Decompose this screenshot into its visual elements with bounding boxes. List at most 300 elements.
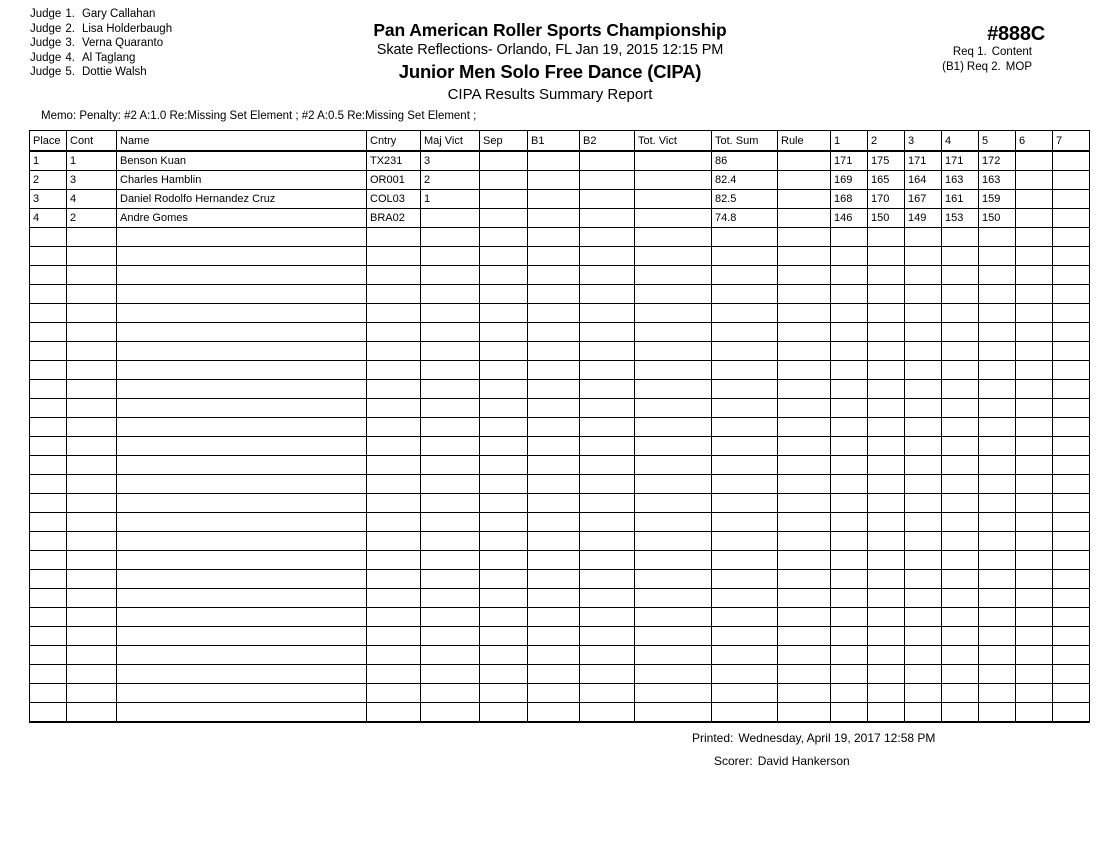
cell-empty <box>905 608 942 627</box>
cell-empty <box>778 703 831 723</box>
cell-empty <box>942 228 979 247</box>
cell-empty <box>367 513 421 532</box>
table-header <box>30 131 1090 152</box>
cell-empty <box>778 342 831 361</box>
column-header-judge-6: 6 <box>1016 131 1053 152</box>
cell-empty <box>528 285 580 304</box>
cell-sep <box>480 190 528 209</box>
cell-empty <box>942 456 979 475</box>
cell-empty <box>528 703 580 723</box>
table-row-empty[interactable] <box>30 513 1090 532</box>
cell-empty <box>712 323 778 342</box>
cell-empty <box>942 304 979 323</box>
table-row-empty[interactable] <box>30 703 1090 723</box>
cell-empty <box>480 228 528 247</box>
cell-empty <box>421 285 480 304</box>
cell-empty <box>67 437 117 456</box>
cell-tot-sum: 74.8 <box>712 209 778 228</box>
cell-empty <box>367 551 421 570</box>
judge-number: 1. <box>65 8 75 20</box>
cell-cntry: TX231 <box>367 151 421 171</box>
cell-cntry: COL03 <box>367 190 421 209</box>
cell-empty <box>778 532 831 551</box>
memo-line: Memo: Penalty: #2 A:1.0 Re:Missing Set Element ; #2 A:0.5 Re:Missing Set Element ; <box>41 110 477 122</box>
cell-empty <box>905 247 942 266</box>
cell-empty <box>117 589 367 608</box>
table-row-empty[interactable] <box>30 608 1090 627</box>
cell-empty <box>778 437 831 456</box>
cell-empty <box>367 228 421 247</box>
cell-empty <box>868 437 905 456</box>
cell-rule <box>778 151 831 171</box>
cell-empty <box>421 684 480 703</box>
cell-empty <box>1053 703 1090 723</box>
cell-empty <box>831 703 868 723</box>
cell-empty <box>905 285 942 304</box>
cell-empty <box>117 627 367 646</box>
cell-empty <box>831 228 868 247</box>
cell-empty <box>528 437 580 456</box>
cell-empty <box>831 266 868 285</box>
cell-empty <box>712 494 778 513</box>
cell-empty <box>580 380 635 399</box>
column-header-cntry: Cntry <box>367 131 421 152</box>
cell-judge-3-score: 164 <box>905 171 942 190</box>
cell-judge-1-score: 171 <box>831 151 868 171</box>
table-row-empty[interactable] <box>30 494 1090 513</box>
cell-empty <box>712 285 778 304</box>
cell-judge-6-score <box>1016 151 1053 171</box>
cell-empty <box>712 513 778 532</box>
judge-label: Judge <box>30 8 62 20</box>
cell-empty <box>868 589 905 608</box>
cell-empty <box>979 437 1016 456</box>
table-row-empty[interactable] <box>30 570 1090 589</box>
table-row[interactable] <box>30 171 1090 190</box>
cell-empty <box>712 646 778 665</box>
cell-empty <box>905 399 942 418</box>
table-header-row <box>30 131 1090 152</box>
cell-empty <box>580 228 635 247</box>
cell-maj-vict: 1 <box>421 190 480 209</box>
cell-empty <box>868 684 905 703</box>
cell-empty <box>1053 513 1090 532</box>
cell-empty <box>580 437 635 456</box>
cell-empty <box>942 646 979 665</box>
cell-empty <box>67 247 117 266</box>
table-row-empty[interactable] <box>30 665 1090 684</box>
cell-judge-7-score <box>1053 190 1090 209</box>
cell-empty <box>905 304 942 323</box>
cell-b2 <box>580 171 635 190</box>
cell-empty <box>580 361 635 380</box>
requirement-row <box>942 60 1032 75</box>
cell-empty <box>67 285 117 304</box>
table-row-empty[interactable] <box>30 684 1090 703</box>
cell-empty <box>528 532 580 551</box>
cell-empty <box>30 532 67 551</box>
cell-empty <box>942 323 979 342</box>
cell-empty <box>778 361 831 380</box>
cell-empty <box>778 646 831 665</box>
cell-judge-2-score: 170 <box>868 190 905 209</box>
cell-judge-4-score: 171 <box>942 151 979 171</box>
cell-b1 <box>528 190 580 209</box>
cell-empty <box>942 266 979 285</box>
cell-empty <box>1053 475 1090 494</box>
cell-empty <box>67 513 117 532</box>
printed-value: Wednesday, April 19, 2017 12:58 PM <box>738 731 936 745</box>
table-row-empty[interactable] <box>30 646 1090 665</box>
cell-empty <box>30 494 67 513</box>
table-row-empty[interactable] <box>30 437 1090 456</box>
table-row[interactable] <box>30 209 1090 228</box>
judge-label: Judge <box>30 66 62 79</box>
judge-label: Judge <box>30 22 62 35</box>
cell-empty <box>868 361 905 380</box>
cell-empty <box>712 570 778 589</box>
cell-empty <box>580 608 635 627</box>
cell-empty <box>905 323 942 342</box>
cell-empty <box>831 589 868 608</box>
cell-empty <box>778 589 831 608</box>
table-row-empty[interactable] <box>30 399 1090 418</box>
cell-cont: 3 <box>67 171 117 190</box>
cell-judge-2-score: 175 <box>868 151 905 171</box>
cell-empty <box>942 399 979 418</box>
cell-judge-2-score: 165 <box>868 171 905 190</box>
cell-empty <box>905 703 942 723</box>
cell-empty <box>1016 399 1053 418</box>
table-row[interactable] <box>30 190 1090 209</box>
cell-empty <box>635 456 712 475</box>
cell-empty <box>1053 228 1090 247</box>
cell-empty <box>831 323 868 342</box>
cell-judge-5-score: 159 <box>979 190 1016 209</box>
cell-empty <box>421 703 480 723</box>
column-header-judge-2: 2 <box>868 131 905 152</box>
cell-empty <box>480 684 528 703</box>
column-header-cont: Cont <box>67 131 117 152</box>
cell-empty <box>979 589 1016 608</box>
cell-empty <box>942 494 979 513</box>
cell-empty <box>1053 665 1090 684</box>
cell-empty <box>30 304 67 323</box>
cell-empty <box>942 475 979 494</box>
cell-empty <box>942 513 979 532</box>
cell-empty <box>831 646 868 665</box>
cell-empty <box>979 228 1016 247</box>
cell-empty <box>67 665 117 684</box>
cell-empty <box>979 285 1016 304</box>
cell-empty <box>117 266 367 285</box>
cell-empty <box>831 399 868 418</box>
cell-empty <box>831 494 868 513</box>
cell-empty <box>1053 380 1090 399</box>
cell-empty <box>117 361 367 380</box>
cell-rule <box>778 171 831 190</box>
cell-empty <box>1016 551 1053 570</box>
table-row-empty[interactable] <box>30 342 1090 361</box>
table-row-empty[interactable] <box>30 380 1090 399</box>
cell-empty <box>831 532 868 551</box>
cell-empty <box>367 437 421 456</box>
cell-b2 <box>580 151 635 171</box>
table-row[interactable] <box>30 151 1090 171</box>
cell-empty <box>30 684 67 703</box>
table-row-empty[interactable] <box>30 361 1090 380</box>
cell-empty <box>580 475 635 494</box>
cell-empty <box>942 608 979 627</box>
cell-empty <box>1016 684 1053 703</box>
requirement-prefix: (B1) <box>942 60 964 73</box>
cell-empty <box>30 570 67 589</box>
cell-empty <box>831 380 868 399</box>
cell-empty <box>421 247 480 266</box>
cell-empty <box>528 589 580 608</box>
cell-empty <box>117 228 367 247</box>
cell-empty <box>30 627 67 646</box>
cell-empty <box>1016 380 1053 399</box>
cell-empty <box>1053 646 1090 665</box>
cell-empty <box>480 342 528 361</box>
cell-empty <box>1016 608 1053 627</box>
cell-empty <box>30 380 67 399</box>
cell-empty <box>67 380 117 399</box>
cell-empty <box>580 285 635 304</box>
cell-empty <box>367 361 421 380</box>
cell-empty <box>528 323 580 342</box>
cell-empty <box>979 513 1016 532</box>
cell-empty <box>778 684 831 703</box>
cell-empty <box>1016 627 1053 646</box>
cell-empty <box>1016 342 1053 361</box>
judge-name: Dottie Walsh <box>81 66 147 79</box>
cell-judge-1-score: 168 <box>831 190 868 209</box>
cell-empty <box>480 494 528 513</box>
cell-empty <box>528 570 580 589</box>
cell-empty <box>635 684 712 703</box>
cell-empty <box>979 361 1016 380</box>
cell-empty <box>528 380 580 399</box>
column-header-tot-sum: Tot. Sum <box>712 131 778 152</box>
cell-empty <box>117 665 367 684</box>
cell-empty <box>778 494 831 513</box>
table-row-empty[interactable] <box>30 589 1090 608</box>
footer-block <box>692 727 935 773</box>
cell-empty <box>1053 589 1090 608</box>
cell-empty <box>528 228 580 247</box>
table-row-empty[interactable] <box>30 266 1090 285</box>
judge-number: 4. <box>65 51 75 64</box>
cell-empty <box>635 570 712 589</box>
cell-empty <box>778 456 831 475</box>
cell-empty <box>1016 646 1053 665</box>
requirement-value: MOP <box>1005 60 1032 73</box>
cell-empty <box>942 418 979 437</box>
column-header-judge-5: 5 <box>979 131 1016 152</box>
cell-empty <box>421 456 480 475</box>
table-row-empty[interactable] <box>30 285 1090 304</box>
cell-empty <box>1016 456 1053 475</box>
cell-empty <box>580 342 635 361</box>
cell-tot-vict <box>635 171 712 190</box>
table-row-empty[interactable] <box>30 304 1090 323</box>
judge-label: Judge <box>30 51 62 64</box>
cell-empty <box>831 684 868 703</box>
cell-empty <box>1016 304 1053 323</box>
cell-empty <box>979 418 1016 437</box>
cell-empty <box>67 646 117 665</box>
cell-empty <box>635 513 712 532</box>
cell-empty <box>942 703 979 723</box>
cell-empty <box>421 361 480 380</box>
table-row-empty[interactable] <box>30 475 1090 494</box>
cell-empty <box>635 646 712 665</box>
cell-empty <box>117 608 367 627</box>
cell-empty <box>942 684 979 703</box>
judge-name: Al Taglang <box>81 51 136 64</box>
cell-empty <box>1053 684 1090 703</box>
cell-empty <box>480 304 528 323</box>
cell-empty <box>367 703 421 723</box>
cell-empty <box>480 285 528 304</box>
cell-empty <box>1016 589 1053 608</box>
cell-judge-6-score <box>1016 209 1053 228</box>
cell-b1 <box>528 151 580 171</box>
cell-empty <box>1053 570 1090 589</box>
cell-empty <box>778 266 831 285</box>
cell-tot-sum: 82.5 <box>712 190 778 209</box>
cell-empty <box>979 247 1016 266</box>
cell-tot-vict <box>635 151 712 171</box>
cell-empty <box>712 399 778 418</box>
cell-empty <box>480 418 528 437</box>
cell-empty <box>979 665 1016 684</box>
cell-empty <box>528 627 580 646</box>
cell-empty <box>421 437 480 456</box>
cell-empty <box>1016 285 1053 304</box>
cell-empty <box>979 684 1016 703</box>
cell-empty <box>831 361 868 380</box>
cell-empty <box>712 266 778 285</box>
cell-empty <box>580 589 635 608</box>
table-row-empty[interactable] <box>30 551 1090 570</box>
cell-tot-sum: 82.4 <box>712 171 778 190</box>
cell-empty <box>635 475 712 494</box>
cell-empty <box>421 475 480 494</box>
cell-empty <box>635 494 712 513</box>
cell-name: Andre Gomes <box>117 209 367 228</box>
cell-empty <box>1016 703 1053 723</box>
cell-empty <box>580 665 635 684</box>
cell-b1 <box>528 209 580 228</box>
cell-empty <box>421 304 480 323</box>
cell-empty <box>831 285 868 304</box>
cell-empty <box>67 551 117 570</box>
cell-judge-2-score: 150 <box>868 209 905 228</box>
cell-empty <box>421 266 480 285</box>
table-row-empty[interactable] <box>30 627 1090 646</box>
table-row-empty[interactable] <box>30 228 1090 247</box>
cell-empty <box>117 532 367 551</box>
cell-empty <box>868 380 905 399</box>
requirement-label: Req 2. <box>966 60 1001 73</box>
table-row-empty[interactable] <box>30 532 1090 551</box>
cell-empty <box>367 608 421 627</box>
cell-empty <box>528 684 580 703</box>
cell-empty <box>67 361 117 380</box>
cell-sep <box>480 209 528 228</box>
cell-empty <box>1016 494 1053 513</box>
table-row-empty[interactable] <box>30 456 1090 475</box>
cell-empty <box>117 342 367 361</box>
cell-empty <box>528 342 580 361</box>
cell-name: Daniel Rodolfo Hernandez Cruz <box>117 190 367 209</box>
cell-empty <box>979 380 1016 399</box>
cell-empty <box>778 551 831 570</box>
cell-empty <box>1016 437 1053 456</box>
cell-empty <box>1053 342 1090 361</box>
column-header-b1: B1 <box>528 131 580 152</box>
table-body <box>30 151 1090 722</box>
cell-empty <box>480 665 528 684</box>
results-table <box>29 130 1090 723</box>
cell-empty <box>942 247 979 266</box>
cell-empty <box>580 456 635 475</box>
scorer-label: Scorer: <box>714 754 753 768</box>
cell-empty <box>30 342 67 361</box>
table-row-empty[interactable] <box>30 323 1090 342</box>
cell-empty <box>905 456 942 475</box>
cell-empty <box>905 228 942 247</box>
judge-name: Lisa Holderbaugh <box>81 22 173 35</box>
cell-empty <box>979 475 1016 494</box>
table-row-empty[interactable] <box>30 247 1090 266</box>
cell-empty <box>117 399 367 418</box>
table-row-empty[interactable] <box>30 418 1090 437</box>
cell-empty <box>635 361 712 380</box>
cell-empty <box>712 608 778 627</box>
cell-empty <box>778 304 831 323</box>
requirement-value: Content <box>991 46 1032 58</box>
cell-place: 3 <box>30 190 67 209</box>
cell-empty <box>480 266 528 285</box>
cell-empty <box>712 304 778 323</box>
cell-empty <box>868 494 905 513</box>
cell-empty <box>580 247 635 266</box>
cell-empty <box>67 475 117 494</box>
cell-empty <box>117 475 367 494</box>
cell-empty <box>979 570 1016 589</box>
cell-empty <box>831 342 868 361</box>
cell-empty <box>367 380 421 399</box>
cell-empty <box>868 551 905 570</box>
cell-empty <box>942 570 979 589</box>
cell-empty <box>635 532 712 551</box>
cell-judge-5-score: 172 <box>979 151 1016 171</box>
cell-cont: 4 <box>67 190 117 209</box>
cell-empty <box>117 551 367 570</box>
cell-empty <box>831 418 868 437</box>
requirements-panel <box>942 45 1032 74</box>
cell-judge-5-score: 163 <box>979 171 1016 190</box>
cell-empty <box>1016 228 1053 247</box>
cell-empty <box>905 437 942 456</box>
cell-empty <box>30 551 67 570</box>
cell-empty <box>367 570 421 589</box>
cell-empty <box>67 418 117 437</box>
